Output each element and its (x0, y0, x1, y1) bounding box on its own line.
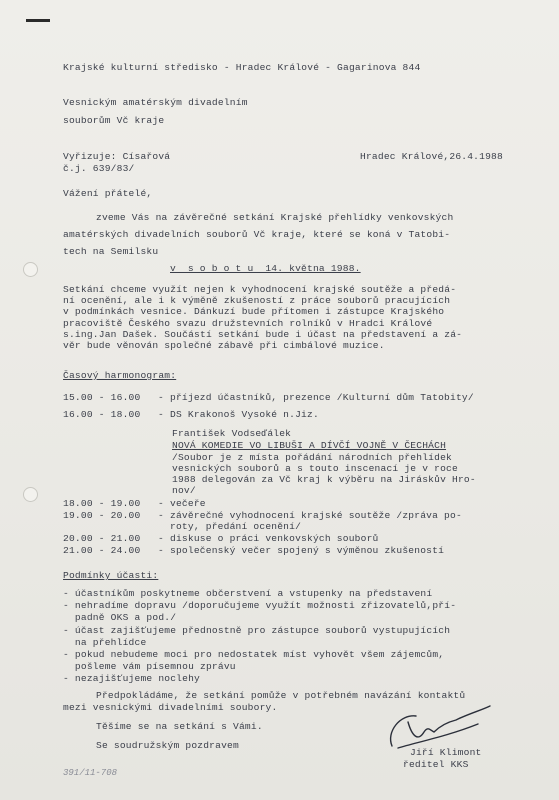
closing-line-1: Předpokládáme, že setkání pomůže v potřebném navázání kontaktů (96, 690, 466, 701)
schedule-text: vesnických souborů a s touto inscenací je v roce (172, 463, 458, 474)
schedule-text: roty, předání ocenění/ (170, 521, 302, 532)
ref-date: Hradec Králové,26.4.1988 (360, 151, 503, 162)
schedule-text: /Soubor je z místa pořádání národních přehlídek (172, 452, 452, 463)
schedule-time: 18.00 - 19.00 (63, 498, 141, 509)
body-line: pracoviště Českého svazu družstevních rolníků v Hradci Králové (63, 317, 433, 329)
condition-line: - nezajišťujeme noclehy (63, 673, 201, 684)
closing-line-2: mezi vesnickými divadelními soubory. (63, 702, 278, 713)
schedule-separator: - (158, 498, 164, 509)
pencil-note: 391/11-708 (63, 768, 118, 778)
condition-line: - účastníkům poskytneme občerstvení a vstupenky na představení (63, 588, 433, 599)
ref-vyrizuje: Vyřizuje: Císařová (63, 151, 171, 162)
ref-cj: č.j. 639/83/ (63, 163, 135, 174)
intro-line-1: zveme Vás na závěrečné setkání Krajské přehlídky venkovských (96, 212, 454, 223)
schedule-separator: - (158, 545, 164, 556)
schedule-separator: - (158, 392, 164, 403)
condition-line: na přehlídce (63, 637, 147, 648)
schedule-separator: - (158, 533, 164, 544)
schedule-separator: - (158, 510, 164, 521)
schedule-text: DS Krakonoš Vysoké n.Jiz. (170, 409, 319, 420)
schedule-time: 20.00 - 21.00 (63, 533, 141, 544)
body-line: Setkání chceme využít nejen k vyhodnocení krajské soutěže a předá- (63, 284, 457, 295)
schedule-separator: - (158, 409, 164, 420)
signatory-name: Jiří Klimont (410, 747, 482, 758)
schedule-text: večeře (170, 498, 206, 509)
schedule-time: 19.00 - 20.00 (63, 510, 141, 521)
schedule-time: 15.00 - 16.00 (63, 392, 141, 403)
body-line: s.ing.Jan Dašek. Součástí setkání bude i účast na představení a zá- (63, 328, 463, 340)
condition-line: - účast zajišťujeme přednostně pro zástupce souborů vystupujících (63, 625, 451, 636)
body-line: v podmínkách vesnice. Dánkuzí bude přítomen i zástupce Krajského (63, 306, 445, 318)
event-date: v s o b o t u 14. května 1988. (170, 263, 361, 274)
schedule-text: NOVÁ KOMEDIE VO LIBUŠI A DÍVČÍ VOJNĚ V ČECHÁCH (172, 440, 447, 451)
intro-line-3: tech na Semilsku (63, 246, 159, 257)
salutation: Vážení přátelé, (63, 188, 153, 199)
schedule-text: příjezd účastníků, prezence /Kulturní dům Tatobity/ (170, 392, 474, 403)
schedule-text: závěrečné vyhodnocení krajské soutěže /zpráva po- (170, 510, 462, 521)
signatory-title: ředitel KKS (403, 759, 469, 770)
schedule-title: Časový harmonogram: (63, 370, 177, 381)
punch-hole-bottom (23, 487, 38, 502)
dash-mark (26, 19, 50, 22)
schedule-text: společenský večer spojený s výměnou zkušeností (170, 545, 445, 556)
schedule-text: diskuse o práci venkovských souborů (170, 533, 379, 544)
schedule-text: nov/ (172, 485, 196, 496)
regards: Se soudružským pozdravem (96, 740, 239, 751)
letterhead: Krajské kulturní středisko - Hradec Králové - Gagarinova 844 (63, 62, 421, 73)
looking-forward: Těšíme se na setkání s Vámi. (96, 721, 263, 732)
punch-hole-top (23, 262, 38, 277)
body-line: věr bude věnován společné zábavě při cimbálové muzice. (63, 340, 385, 351)
schedule-text: František Vodseďálek (172, 428, 292, 439)
schedule-time: 16.00 - 18.00 (63, 409, 141, 420)
schedule-time: 21.00 - 24.00 (63, 545, 141, 556)
schedule-text: 1988 delegován za Vč kraj k výběru na Jiráskův Hro- (172, 474, 476, 485)
condition-line: padně OKS a pod./ (63, 612, 177, 623)
condition-line: - nehradíme dopravu /doporučujeme využít možnosti zřizovatelů,pří- (63, 600, 457, 611)
intro-line-2: amatérských divadelních souborů Vč kraje, které se koná v Tatobi- (63, 229, 451, 240)
recipient-line-1: Vesnickým amatérským divadelním (63, 97, 248, 108)
body-line: ní ocenění, ale i k výměně zkušeností z práce souborů pracujících (63, 295, 451, 307)
recipient-line-2: souborům Vč kraje (63, 115, 165, 126)
conditions-title: Podmínky účasti: (63, 570, 159, 581)
condition-line: pošleme vám písemnou zprávu (63, 661, 236, 672)
condition-line: - pokud nebudeme moci pro nedostatek míst vyhovět všem zájemcům, (63, 649, 445, 660)
